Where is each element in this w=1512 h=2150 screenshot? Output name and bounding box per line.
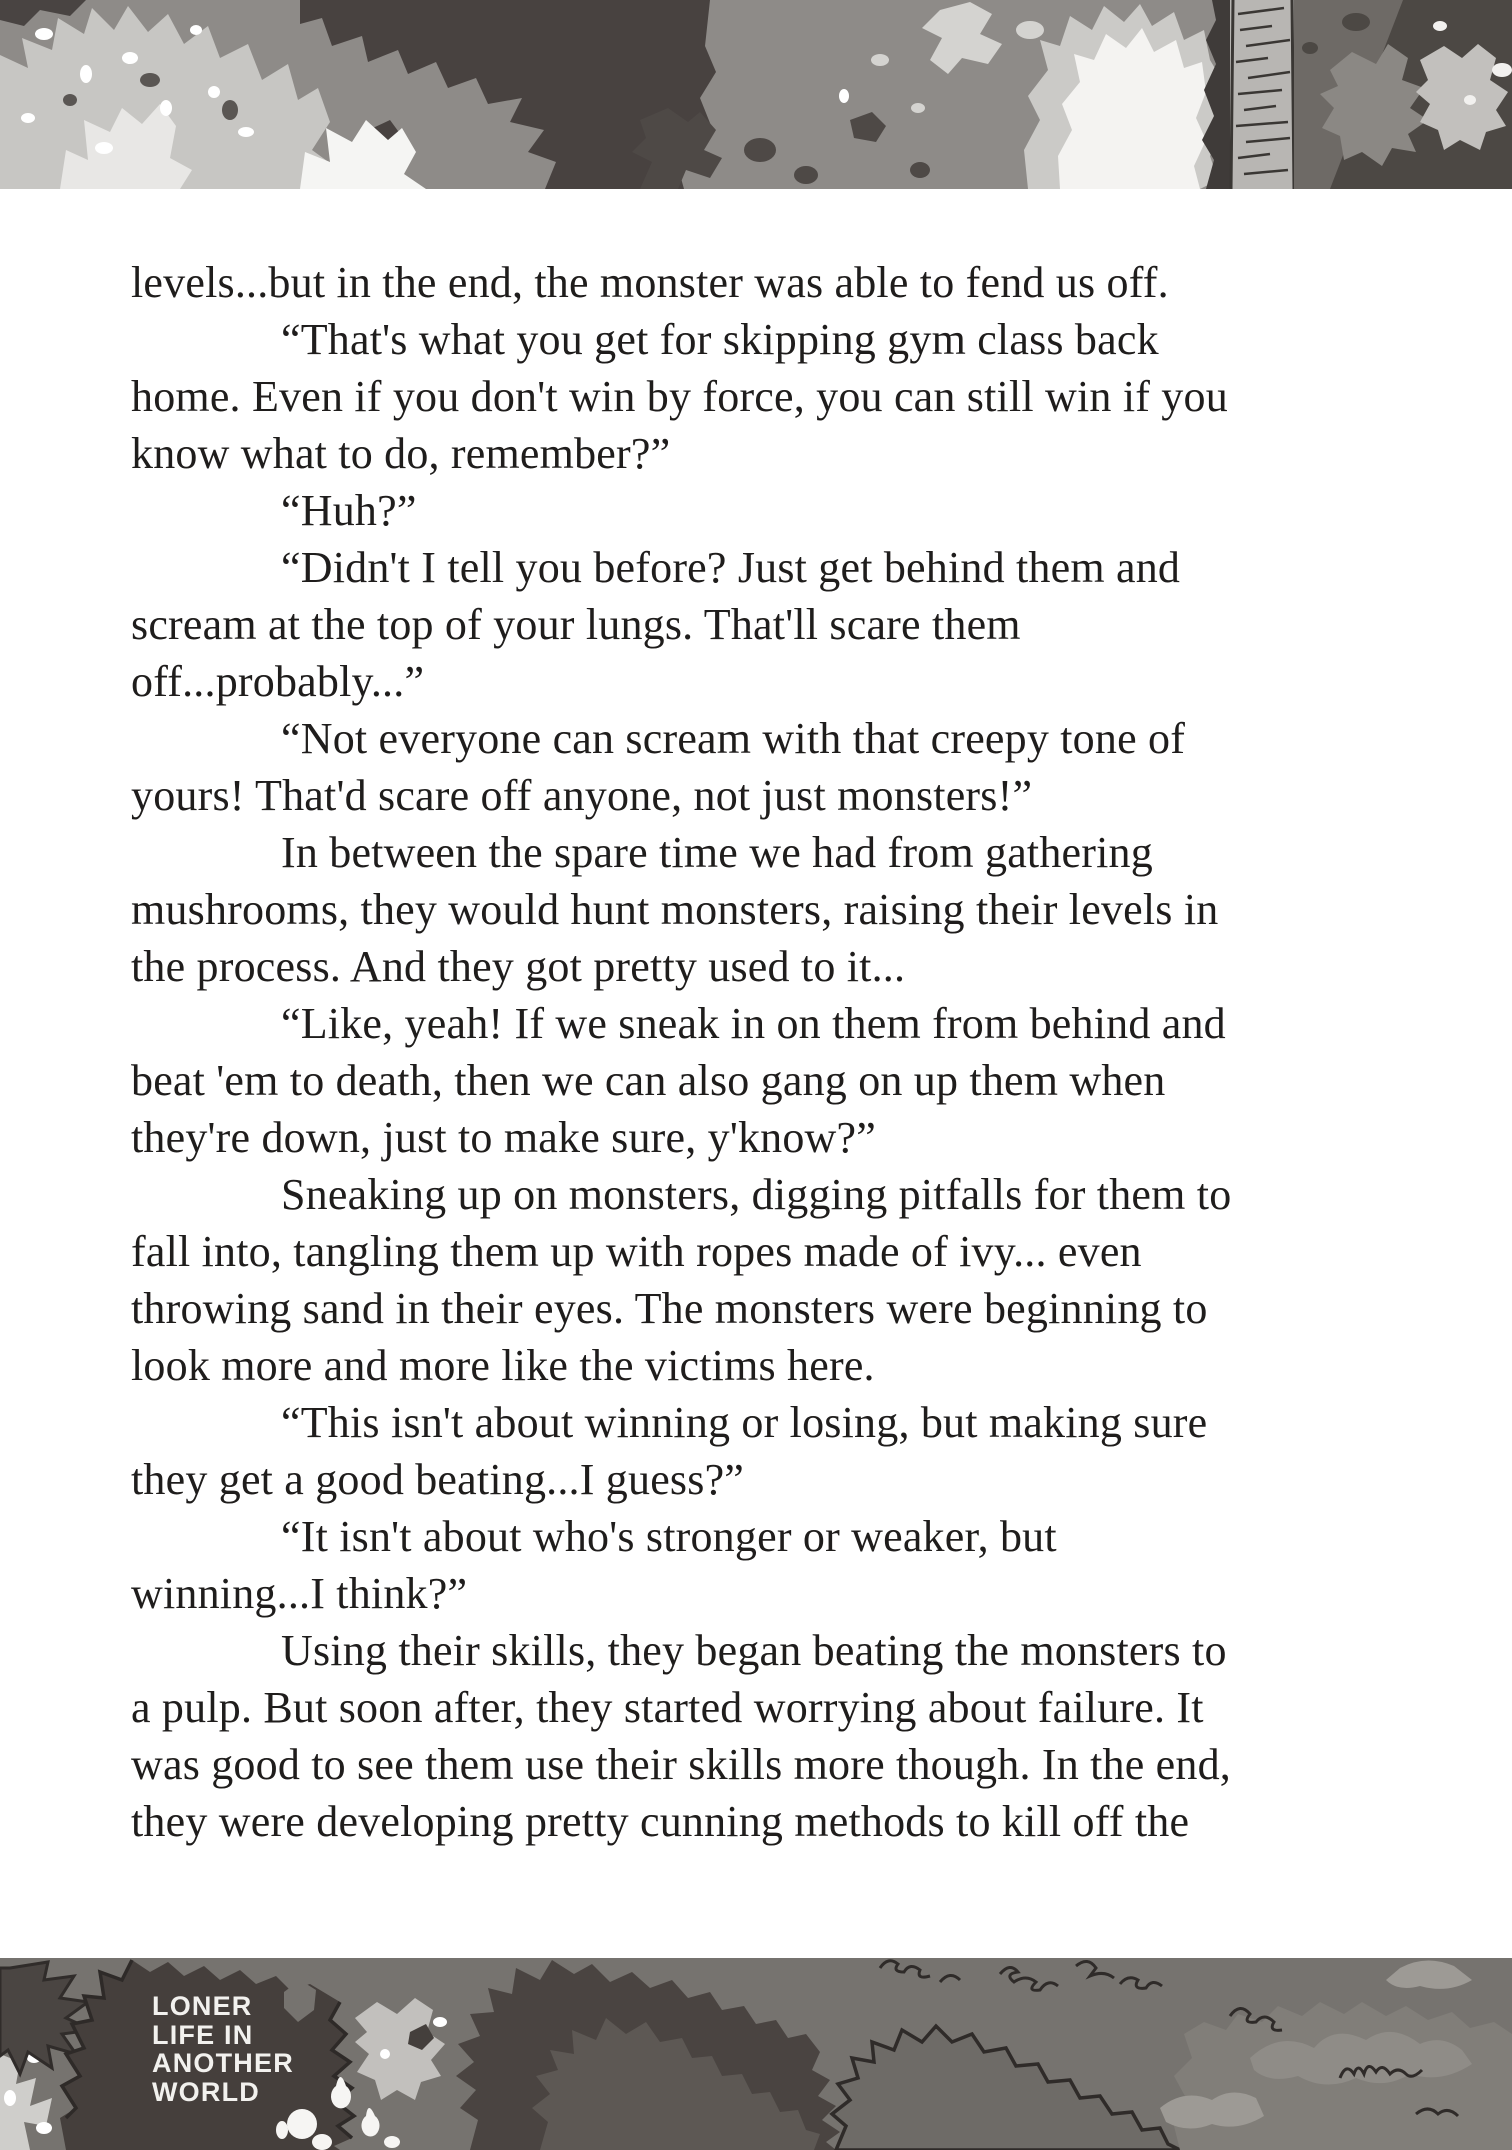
paragraph: Sneaking up on monsters, digging pitfalls for them to fall into, tangling them up with ropes made of ivy... even throwing sand in their eyes. The monsters were beginning to look more and more like the victims here.	[131, 1170, 1232, 1390]
top-artwork	[0, 0, 1512, 189]
paragraph: “Not everyone can scream with that creepy tone of yours! That'd scare off anyone, not just monsters!”	[131, 714, 1186, 820]
paragraph: “That's what you get for skipping gym class back home. Even if you don't win by force, you can still win if you know what to do, remember?”	[131, 315, 1228, 478]
paragraph: “It isn't about who's stronger or weaker, but winning...I think?”	[131, 1512, 1057, 1618]
paragraph: “This isn't about winning or losing, but making sure they get a good beating...I guess?”	[131, 1398, 1208, 1504]
paragraph: In between the spare time we had from gathering mushrooms, they would hunt monsters, raising their levels in the process. And they got pretty used to it...	[131, 828, 1219, 991]
logo-line: ANOTHER	[152, 2048, 294, 2078]
publisher-logo	[152, 1992, 294, 2106]
paragraph: “Huh?”	[281, 486, 417, 535]
logo-line: LIFE IN	[152, 2019, 254, 2050]
page-text-block	[131, 254, 1381, 1850]
paragraph: Using their skills, they began beating the monsters to a pulp. But soon after, they started worrying about failure. It was good to see them use their skills more though. In the end, they were developing pretty cunning methods to kill off the	[131, 1626, 1231, 1846]
paragraph: “Didn't I tell you before? Just get behind them and scream at the top of your lungs. That'll scare them off...probably...”	[131, 543, 1181, 706]
forest-canopy-illustration	[0, 0, 1512, 189]
paragraph: “Like, yeah! If we sneak in on them from behind and beat 'em to death, then we can also gang on up them when they're down, just to make sure, y'know?”	[131, 999, 1226, 1162]
logo-line: LONER	[152, 1991, 253, 2021]
bottom-artwork	[0, 1958, 1512, 2150]
logo-line: WORLD	[152, 2076, 260, 2107]
paragraph: levels...but in the end, the monster was able to fend us off.	[131, 258, 1169, 307]
